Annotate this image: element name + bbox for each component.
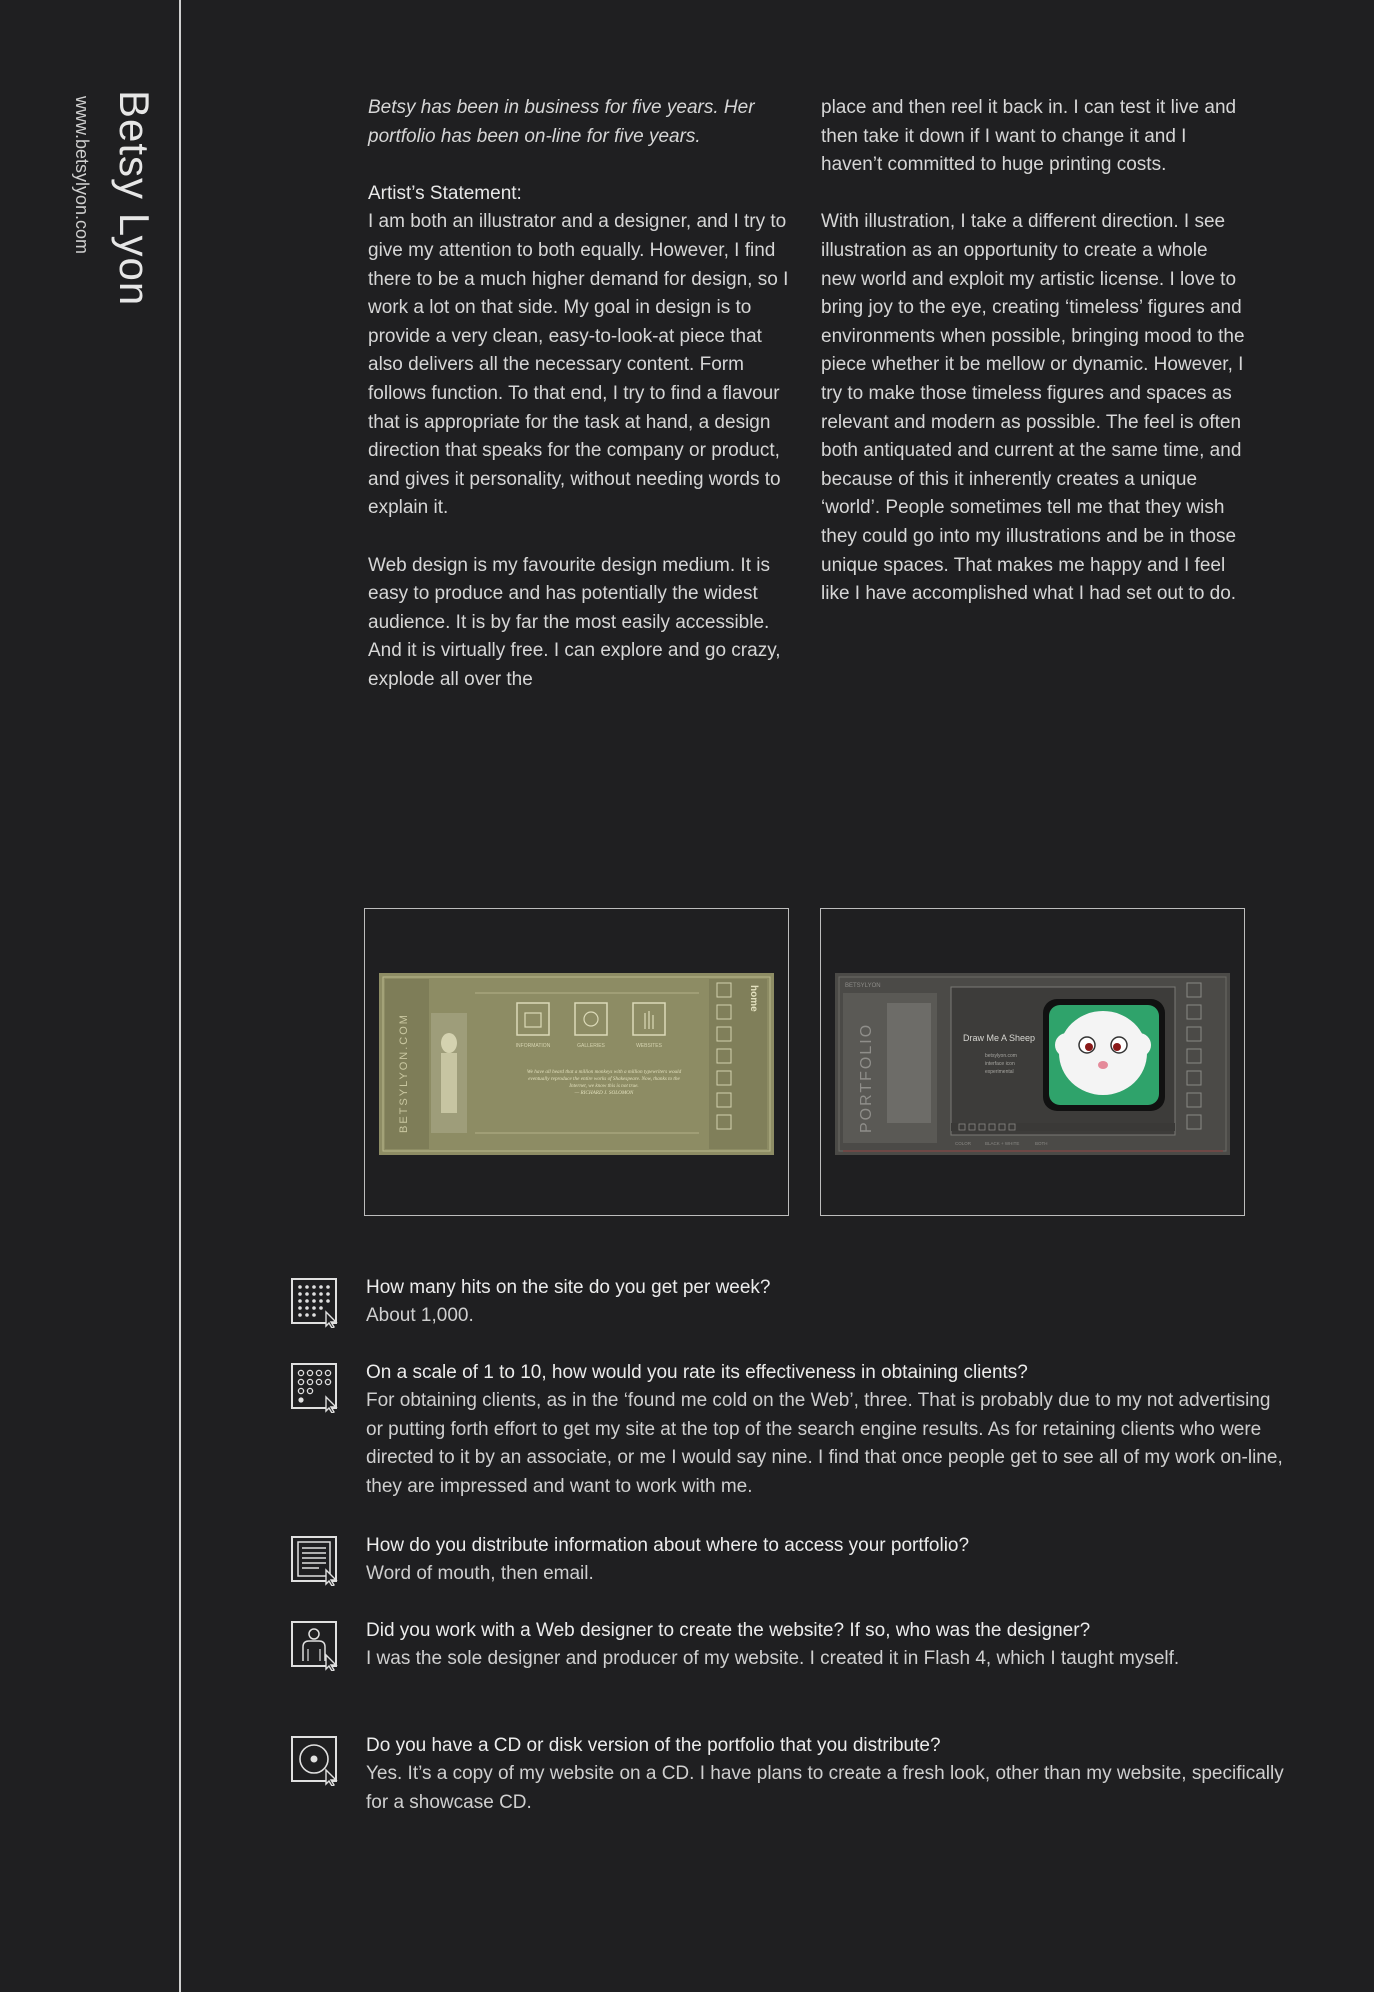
portfolio-card-title: Draw Me A Sheep bbox=[963, 1033, 1036, 1043]
portfolio-card-line-1: betsylyon.com bbox=[985, 1053, 1017, 1059]
statement-heading: Artist’s Statement: bbox=[368, 182, 522, 204]
article-column-left bbox=[368, 94, 793, 723]
qa-answer: Word of mouth, then email. bbox=[366, 1563, 594, 1585]
sidebar-divider bbox=[179, 0, 181, 1992]
person-icon bbox=[291, 1621, 341, 1671]
statement-paragraph-2a: Web design is my favourite design medium. It is easy to produce and has potentially the widest audience. It is by far the most easily accessible. And it is virtually free. I can explore and go crazy, explode all over the bbox=[368, 554, 781, 690]
home-nav-3: WEBSITES bbox=[636, 1043, 662, 1049]
qa-answer: Yes. It’s a copy of my website on a CD. I have plans to create a fresh look, other than my website, specifically for a showcase CD. bbox=[366, 1763, 1284, 1813]
article-column-right bbox=[821, 94, 1246, 637]
grid-dots-icon bbox=[291, 1278, 341, 1328]
portfolio-option-3: BOTH bbox=[1035, 1141, 1048, 1146]
home-site-name: BETSYLYON.COM bbox=[398, 1013, 410, 1133]
portfolio-option-2: BLACK + WHITE bbox=[985, 1141, 1020, 1146]
statement-paragraph-2b: place and then reel it back in. I can test it live and then take it down if I want to change it and I haven’t committed to huge printing costs. bbox=[821, 97, 1237, 176]
qa-question: How do you distribute information about where to access your portfolio? bbox=[366, 1535, 970, 1556]
cd-icon bbox=[291, 1736, 341, 1786]
portfolio-option-1: COLOR bbox=[955, 1141, 972, 1146]
qa-question: How many hits on the site do you get per week? bbox=[366, 1277, 771, 1298]
sidebar bbox=[70, 90, 160, 390]
statement-body-1: I am both an illustrator and a designer, and I try to give my attention to both equally. However, I find there to be a much higher demand for design, so I work a lot on that side. My goal in design is to provide a very clean, easy-to-look-at piece that also delivers all the necessary content. Form follows function. To that end, I try to find a flavour that is appropriate for the task at hand, a design direction that speaks for the company or product, and gives it personality, without needing words to explain it. bbox=[368, 211, 789, 519]
qa-question: Did you work with a Web designer to create the website? If so, who was the designer? bbox=[366, 1620, 1091, 1641]
artist-url: www.betsylyon.com bbox=[72, 96, 92, 255]
portfolio-header: BETSYLYON bbox=[845, 983, 881, 989]
home-home-label: home bbox=[748, 985, 759, 1012]
home-screen-image bbox=[379, 973, 774, 1155]
website-screenshot-portfolio bbox=[820, 908, 1245, 1216]
portfolio-section: PORTFOLIO bbox=[858, 1022, 875, 1133]
document-icon bbox=[291, 1536, 341, 1586]
qa-question: Do you have a CD or disk version of the portfolio that you distribute? bbox=[366, 1735, 941, 1756]
home-nav-2: GALLERIES bbox=[577, 1043, 605, 1049]
keypad-icon bbox=[291, 1363, 341, 1413]
qa-question: On a scale of 1 to 10, how would you rate its effectiveness in obtaining clients? bbox=[366, 1362, 1028, 1383]
portfolio-card-line-3: experimental bbox=[985, 1069, 1014, 1075]
qa-answer: For obtaining clients, as in the ‘found me cold on the Web’, three. That is probably due to my not advertising or putting forth effort to get my site at the top of the search engine results. As for retaining clients who were directed to it by an associate, or me I would say nine. I find that once people get to see all of my work on-line, they are impressed and want to work with me. bbox=[366, 1390, 1283, 1497]
home-quote: We have all heard that a million monkeys with a million typewriters would eventually reproduce the entire works of Shakespeare. Now, thanks to the Internet, we know this is not true. bbox=[526, 1069, 682, 1089]
home-nav-1: INFORMATION bbox=[515, 1043, 551, 1049]
artist-name: Betsy Lyon bbox=[111, 90, 158, 307]
qa-answer: About 1,000. bbox=[366, 1305, 474, 1327]
statement-paragraph-1 bbox=[368, 180, 793, 523]
home-quote-author: — RICHARD J. SOLOMON bbox=[574, 1090, 634, 1096]
portfolio-card-line-2: interface icon bbox=[985, 1061, 1015, 1067]
intro-text: Betsy has been in business for five years. Her portfolio has been on-line for five years. bbox=[368, 97, 755, 147]
portfolio-screen-image bbox=[835, 973, 1230, 1155]
statement-paragraph-3: With illustration, I take a different direction. I see illustration as an opportunity to create a whole new world and exploit my artistic license. I love to bring joy to the eye, creating ‘timeless’ figures and environments when possible, bringing mood to the piece whether it be mellow or dynamic. However, I try to make those timeless figures and spaces as relevant and modern as possible. The feel is often both antiquated and current at the same time, and because of this it inherently creates a unique ‘world’. People sometimes tell me that they wish they could go into my illustrations and be in those unique spaces. That makes me happy and I feel like I have accomplished what I had set out to do. bbox=[821, 211, 1245, 605]
qa-answer: I was the sole designer and producer of my website. I created it in Flash 4, which I taught myself. bbox=[366, 1648, 1180, 1670]
website-screenshot-home bbox=[364, 908, 789, 1216]
